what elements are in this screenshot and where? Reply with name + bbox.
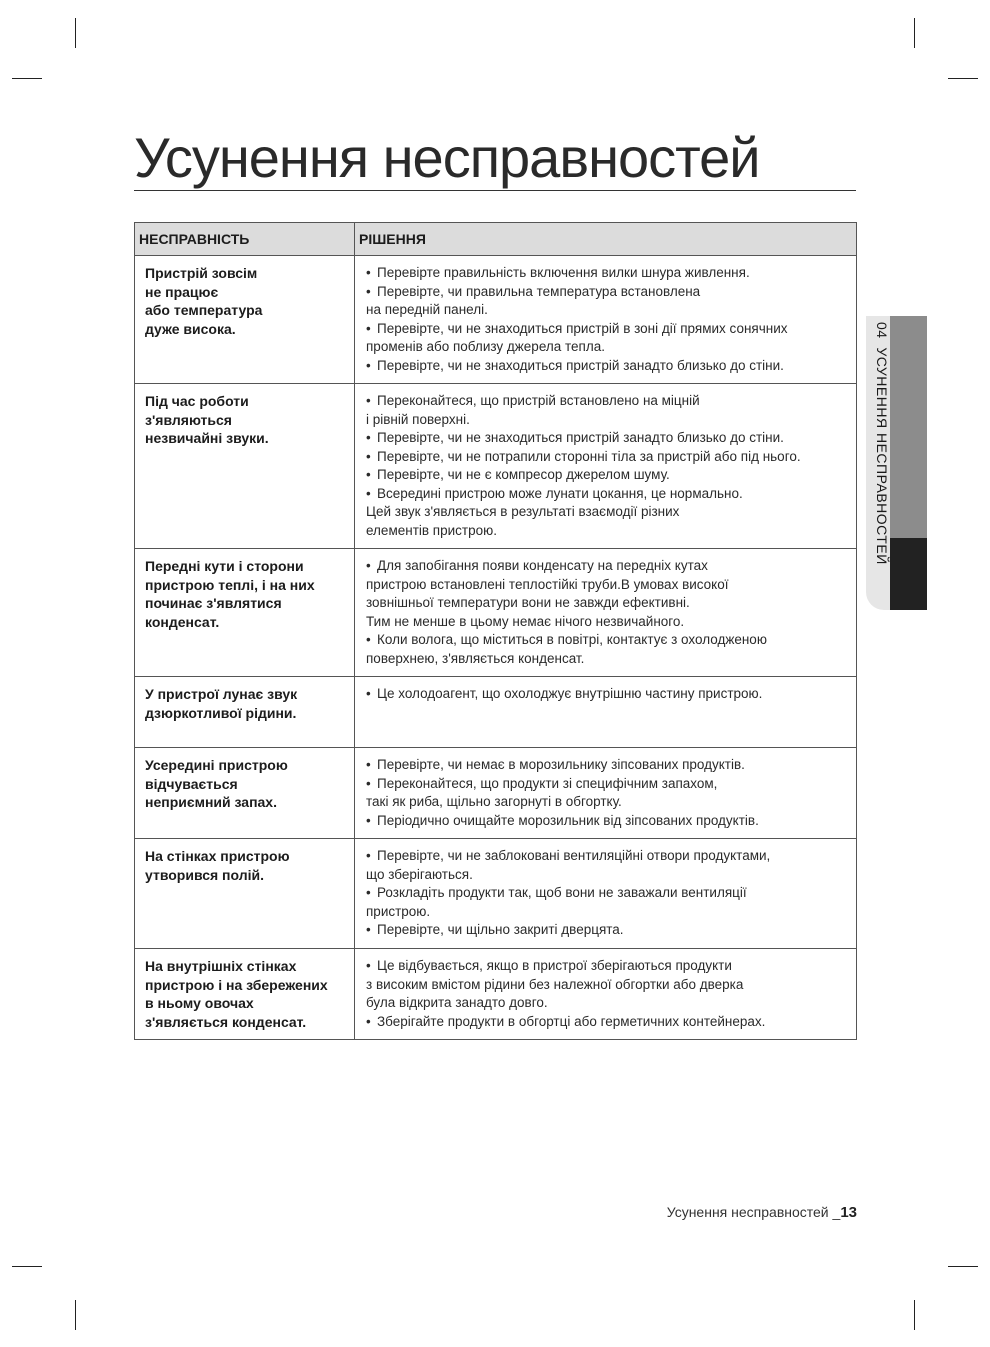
footer-text: Усунення несправностей _ — [666, 1204, 841, 1220]
solution-item — [366, 557, 850, 631]
solution-item — [366, 847, 850, 884]
solution-item — [366, 448, 850, 467]
solution-item — [366, 485, 850, 541]
solution-line: Для запобігання появи конденсату на передніх кутах — [377, 558, 708, 573]
solution-line: Перевірте, чи немає в морозильнику зіпсованих продуктів. — [377, 757, 745, 772]
solution-item — [366, 756, 850, 775]
solution-line: такі як риба, щільно загорнуті в обгортку. — [366, 794, 622, 809]
table-row — [135, 949, 857, 1040]
solution-line: зовнішньої температури вони не завжди ефективні. — [366, 595, 690, 610]
problem-line: пристрою і на збережених — [145, 976, 328, 993]
problem-cell — [135, 384, 355, 549]
crop-mark — [12, 78, 42, 79]
solution-line: на передній панелі. — [366, 302, 488, 317]
table-row — [135, 384, 857, 549]
solution-line: поверхнею, з'являється конденсат. — [366, 650, 585, 666]
crop-mark — [75, 1300, 76, 1330]
bullet-icon: • — [366, 922, 371, 937]
solution-cell — [355, 839, 857, 949]
solution-line: Переконайтеся, що продукти зі специфічним запахом, — [377, 775, 718, 791]
solution-item — [366, 957, 850, 1013]
table-header-row — [135, 223, 857, 256]
solution-cell — [355, 748, 857, 839]
bullet-icon: • — [366, 283, 371, 299]
solution-item — [366, 1013, 850, 1032]
problem-line: На внутрішніх стінках — [145, 958, 297, 974]
solution-line: Це відбувається, якщо в пристрої зберігаються продукти — [377, 958, 732, 973]
crop-mark — [914, 18, 915, 48]
solution-item — [366, 631, 850, 668]
solution-line: Всередині пристрою може лунати цокання, це нормально. — [377, 485, 743, 501]
solution-line: Коли волога, що міститься в повітрі, контактує з охолодженою — [377, 632, 767, 647]
solution-item — [366, 685, 850, 704]
problem-line: У пристрої лунає звук — [145, 686, 298, 702]
side-tab-title: УСУНЕННЯ НЕСПРАВНОСТЕЙ — [874, 347, 890, 565]
bullet-icon: • — [366, 357, 371, 373]
solution-line: пристрою встановлені теплостійкі труби.В умовах високої — [366, 576, 729, 592]
problem-line: починає з'являтися — [145, 595, 282, 611]
solution-line: Періодично очищайте морозильник від зіпсованих продуктів. — [377, 812, 759, 828]
solution-item — [366, 884, 850, 921]
solution-line: Переконайтеся, що пристрій встановлено на міцній — [377, 393, 700, 408]
problem-cell — [135, 949, 355, 1040]
solution-line: Перевірте, чи не знаходиться пристрій в зоні дії прямих сонячних — [377, 320, 788, 336]
solution-cell — [355, 384, 857, 549]
solution-line: Перевірте правильність включення вилки шнура живлення. — [377, 265, 750, 280]
problem-cell — [135, 549, 355, 677]
problem-line: На стінках пристрою — [145, 848, 290, 864]
problem-line: незвичайні звуки. — [145, 430, 269, 446]
table-row — [135, 677, 857, 748]
page-footer — [667, 1204, 857, 1221]
bullet-icon: • — [366, 885, 371, 900]
side-tab-gray-bar — [890, 316, 927, 538]
bullet-icon: • — [366, 958, 371, 973]
solution-line: була відкрита занадто довго. — [366, 995, 548, 1010]
bullet-icon: • — [366, 632, 371, 647]
solution-item — [366, 775, 850, 812]
solution-item — [366, 812, 850, 831]
table-row — [135, 256, 857, 384]
solution-line: Перевірте, чи не потрапили сторонні тіла за пристрій або під нього. — [377, 448, 801, 464]
crop-mark — [12, 1266, 42, 1267]
solution-item — [366, 429, 850, 448]
problem-line: або температура — [145, 302, 263, 318]
solution-line: Перевірте, чи не знаходиться пристрій занадто близько до стіни. — [377, 430, 784, 445]
crop-mark — [75, 18, 76, 48]
solution-cell — [355, 949, 857, 1040]
solution-line: Розкладіть продукти так, щоб вони не заважали вентиляції — [377, 885, 747, 900]
problem-cell — [135, 256, 355, 384]
problem-line: Усередині пристрою — [145, 757, 288, 773]
solution-line: Цей звук з'являється в результаті взаємодії різних — [366, 504, 680, 519]
problem-line: дзюркотливої рідини. — [145, 704, 297, 721]
solution-item — [366, 466, 850, 485]
problem-cell — [135, 748, 355, 839]
bullet-icon: • — [366, 1013, 371, 1029]
problem-line: Передні кути і сторони — [145, 558, 304, 574]
problem-line: в ньому овочах — [145, 995, 254, 1011]
solution-line: Перевірте, чи не є компресор джерелом шуму. — [377, 467, 670, 482]
problem-line: з'являється конденсат. — [145, 1013, 307, 1030]
solution-item — [366, 264, 850, 283]
solution-cell — [355, 549, 857, 677]
problem-line: Під час роботи — [145, 393, 249, 409]
bullet-icon: • — [366, 467, 371, 482]
page-number: 13 — [840, 1204, 857, 1221]
solution-line: Тим не менше в цьому немає нічого незвичайного. — [366, 613, 685, 629]
solution-item — [366, 320, 850, 357]
problem-line: пристрою теплі, і на них — [145, 576, 315, 593]
bullet-icon: • — [366, 558, 371, 573]
solution-line: Перевірте, чи щільно закриті дверцята. — [377, 922, 624, 937]
bullet-icon: • — [366, 430, 371, 445]
solution-line: з високим вмістом рідини без належної обгортки або дверка — [366, 976, 744, 992]
bullet-icon: • — [366, 848, 371, 863]
solution-item — [366, 392, 850, 429]
bullet-icon: • — [366, 393, 371, 408]
problem-line: Пристрій зовсім — [145, 265, 258, 281]
solution-line: Це холодоагент, що охолоджує внутрішню частину пристрою. — [377, 686, 763, 701]
solution-line: Перевірте, чи не знаходиться пристрій занадто близько до стіни. — [377, 357, 784, 373]
problem-line: конденсат. — [145, 613, 220, 630]
bullet-icon: • — [366, 686, 371, 701]
solution-item — [366, 283, 850, 320]
problem-line: утворився полій. — [145, 866, 264, 883]
solution-cell — [355, 256, 857, 384]
bullet-icon: • — [366, 757, 371, 772]
problem-line: дуже висока. — [145, 320, 236, 337]
bullet-icon: • — [366, 448, 371, 464]
bullet-icon: • — [366, 775, 371, 791]
troubleshooting-table — [134, 222, 857, 1040]
table-row — [135, 839, 857, 949]
header-solution: РІШЕННЯ — [355, 223, 857, 256]
solution-line: Зберігайте продукти в обгортці або герметичних контейнерах. — [377, 1013, 766, 1029]
header-problem: НЕСПРАВНІСТЬ — [135, 223, 355, 256]
side-tab-label — [868, 322, 890, 602]
title-rule — [134, 190, 856, 191]
bullet-icon: • — [366, 812, 371, 828]
problem-cell — [135, 839, 355, 949]
problem-line: не працює — [145, 283, 219, 300]
solution-cell — [355, 677, 857, 748]
problem-line: відчувається — [145, 775, 238, 792]
problem-line: неприємний запах. — [145, 794, 277, 810]
solution-line: пристрою. — [366, 903, 431, 919]
problem-cell — [135, 677, 355, 748]
solution-line: Перевірте, чи правильна температура встановлена — [377, 283, 701, 299]
page-title: Усунення несправностей — [134, 126, 760, 189]
table-row — [135, 549, 857, 677]
solution-line: Перевірте, чи не заблоковані вентиляційні отвори продуктами, — [377, 848, 771, 863]
crop-mark — [948, 1266, 978, 1267]
bullet-icon: • — [366, 485, 371, 501]
solution-line: променів або поблизу джерела тепла. — [366, 339, 605, 354]
solution-line: елементів пристрою. — [366, 522, 497, 538]
side-tab-number: 04 — [874, 322, 890, 339]
solution-item — [366, 921, 850, 940]
solution-line: що зберігаються. — [366, 866, 473, 882]
side-tab-dark-bar — [890, 538, 927, 610]
solution-item — [366, 357, 850, 376]
table-row — [135, 748, 857, 839]
solution-line: і рівній поверхні. — [366, 411, 470, 427]
bullet-icon: • — [366, 265, 371, 280]
crop-mark — [948, 78, 978, 79]
crop-mark — [914, 1300, 915, 1330]
problem-line: з'являються — [145, 411, 232, 428]
bullet-icon: • — [366, 320, 371, 336]
